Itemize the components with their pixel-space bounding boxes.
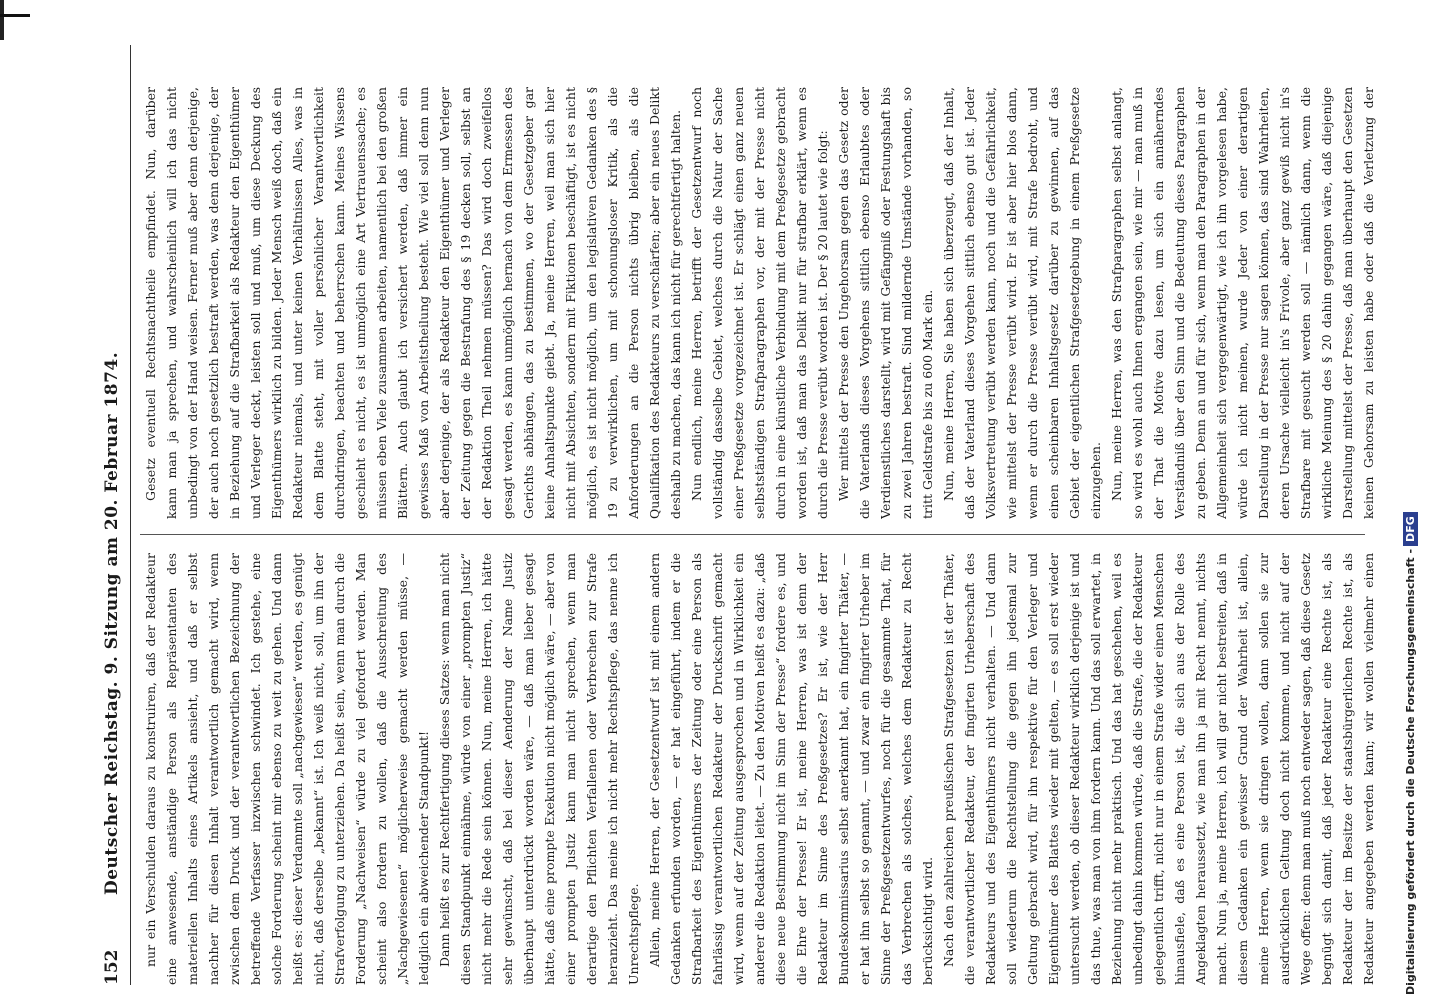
scan-edge-mark xyxy=(0,0,4,40)
left-column xyxy=(140,553,1380,985)
paragraph: Nun, meine Herren, was den Strafparagraphen selbst anlangt, so wird es wohl auch Ihnen ergangen sein, wie mir — man muß in der That die Motive dazu lesen, um sich ein annäherndes Verständniß über den Sinn und die Bedeutung dieses Paragraphen zu geben. Denn an und für sich, wenn man den Paragraphen in der Allgemeinheit sich vergegenwärtigt, wie ich ihn vorgelesen habe, würde ich nicht meinen, wurde Jeder von einer derartigen Darstellung in der Presse nur sagen können, das sind Wahrheiten, deren Ursache vielleicht in's Frivole, aber ganz gewiß nicht in's Strafbare mit gesucht werden soll — nämlich dann, wenn die wirkliche Meinung des § 20 dahin gegangen wäre, daß diejenige Darstellung mittelst der Presse, daß man überhaupt den Gesetzen keinen Gehorsam zu leisten habe oder daß die Verletzung der xyxy=(1109,87,1376,519)
credit-text: Digitalisierung gefördert durch die Deutsche Forschungsgemeinschaft - xyxy=(1404,548,1417,995)
right-column xyxy=(140,87,1380,519)
paragraph: Gesetz eventuell Rechtsnachtheile empfindet. Nun, darüber kann man ja sprechen, und wahrscheinlich will ich das nicht unbedingt von der Hand weisen. Ferner muß aber denn derjenige, der auch noch gesetzlich bestraft werden, was denn derjenige, der in Beziehung auf die Strafbarkeit als Redakteur den Eigenthümer und Verleger deckt, leisten soll und muß, um diese Deckung des Eigenthümers wirklich zu bilden. Jeder Mensch weiß doch, daß ein Redakteur niemals, und unter keinen Verhältnissen Alles, was in dem Blatte steht, mit voller persönlicher Verantwortlichkeit durchdringen, beachten und beherrschen kann. Meines Wissens geschieht es nicht, es ist unmöglich eine Art Vertrauenssache; es müssen eben Viele zusammen arbeiten, namentlich bei den großen Blättern. Auch glaubt ich versichert werden, daß immer ein gewisses Maß von Arbeitstheilung besteht. Wie viel soll denn nun aber derjenige, der als Redakteur den Eigenthümer und Verleger der Zeitung gegen die Bestrafung des § 19 decken soll, selbst an der Redaktion Theil nehmen müssen? Das wird doch zweifellos gesagt werden, es kann unmöglich hernach von dem Ermessen des Gerichts abhängen, das zu bestimmen, wo der Gesetzgeber gar keine Anhaltspunkte giebt. Ja, meine Herren, weil man sich hier nicht mit Absichten, sondern mit Fiktionen beschäftigt, ist es nicht möglich, es ist nicht möglich, um den legislativen Gedanken des § 19 zu verwirklichen, um mit schonungsloser Kritik, als die Anforderungen an die Person nichts übrig bleiben, als die Qualifikation des Redakteurs zu verschärfen; aber ein neues Delikt deshalb zu machen, das kann ich nicht für gerechtfertigt halten. xyxy=(143,87,683,519)
page-number: 152 xyxy=(102,949,122,985)
rotated-page-content xyxy=(100,45,1395,985)
running-title: Deutscher Reichstag. 9. Sitzung am 20. Februar 1874. xyxy=(102,351,122,895)
paragraph: Dann heißt es zur Rechtfertigung dieses Satzes: wenn man nicht diesen Standpunkt einnähme, würde von einer „prompten Justiz“ nicht mehr die Rede sein können. Nun, meine Herren, ich hätte sehr gewünscht, daß bei dieser Aenderung der Name Justiz überhaupt unterdrückt worden wäre, — daß man lieber gesagt hätte, daß eine prompte Exekution nicht möglich wäre, — aber von einer prompten Justiz kann man nicht sprechen, wenn man derartige den Pflichten Verfallenen oder Verbrechen zur Strafe heranzieht. Das meine ich nicht mehr Rechtspflege, das nenne ich Unrechtspflege. xyxy=(437,553,641,985)
column-divider xyxy=(140,534,1365,535)
page-header xyxy=(100,45,128,985)
paragraph: Nun, meine Herren, Sie haben sich überzeugt, daß der Inhalt, daß der Vaterland dieses Vorgehen sittlich ebenso gut ist. Jeder Volksvertretung verübt werden kann, noch und die Gefährlichkeit, wie mittelst der Presse verübt wird. Er ist aber hier blos dann, wenn er durch die Presse verübt wird, mit Strafe bedroht, und einen scheinbaren Inhaltsgesetz darüber zu gewinnen, auf das Gebiet der eigentlichen Strafgesetzgebung in einem Preßgesetze einzugehen. xyxy=(941,87,1103,519)
paragraph: Nach den zahlreichen preußischen Strafgesetzen ist der Thäter, die verantwortlicher Redakteur, der fingirten Urheberschaft des Redakteurs und des Eigenthümers nicht verhalten. — Und dann soll wiederum die Rechtstellung die gegen ihn jedesmal zur Geltung gebracht wird, für ihn respektive für den Verleger und Eigenthümer des Blattes wieder mit gelten, — es soll erst wieder untersucht werden, ob dieser Redakteur wirklich derjenige ist und das thue, was man von ihm fordern kann. Und das soll erwartet, in Beziehung nicht mehr praktisch. Und das hat geschehen, weil es unbedingt dahin kommen würde, daß die Strafe, die der Redakteur gelegentlich trifft, nicht nur in einem Strafe wider einen Menschen hinausfiele, daß es eine Person ist, die sich aus der Rolle des Angeklagten heraussetzt, wie man ihn ja mit Recht nennt, nichts macht. Nun ja, meine Herren, ich will gar nicht bestreiten, daß in diesem Gedanken ein gewisser Grund der Wahrheit ist, allein, meine Herren, wenn sie dringen wollen, dann sollen sie zur ausdrücklichen Geltung doch nicht kommen, und nicht auf der Wege offen: denn man muß noch entweder sagen, daß diese Gesetz begnügt sich damit, daß jeder Redakteur eine Rechte ist, als Redakteur der im Besitze der staatsbürgerlichen Rechte ist, als Redakteur angegeben werden kann; wir wollen vielmehr einen xyxy=(941,553,1376,985)
digitization-credit xyxy=(1403,15,1425,995)
paragraph: Nun endlich, meine Herren, betrifft der Gesetzentwurf noch vollständig dasselbe Gebiet, welches durch die Natur der Sache einer Preßgesetze vorgezeichnet ist. Er schlägt einen ganz neuen selbstständigen Strafparagraphen vor, der mit der Presse nicht durch in eine künstliche Verbindung mit dem Preßgesetze gebracht worden ist, daß man das Delikt nur für strafbar erklärt, wenn es durch die Presse verübt worden ist. Der § 20 lautet wie folgt: xyxy=(689,87,830,519)
dfg-logo: DFG xyxy=(1403,512,1418,546)
paragraph: Allein, meine Herren, der Gesetzentwurf ist mit einem andern Gedanken erfunden worden, — er hat eingeführt, indem er die Strafbarkeit des Eigenthümers der Zeitung oder eine Person als fahrlässig verantwortlichen Redakteur der Druckschrift gemacht wird, wenn auf der Zeitung ausgesprochen und in Wirklichkeit ein anderer die Redaktion leitet. — Zu den Motiven heißt es dazu: „daß diese neue Bestimmung nicht im Sinn der Presse“ fordere es, und die Ehre der Presse! Er ist, meine Herren, was ist denn der Redakteur im Sinne des Preßgesetzes? Er ist, wie der Herr Bundeskommissarius selbst anerkannt hat, ein fingirter Thäter, — er hat ihn selbst so genannt, — und zwar ein fingirter Urheber im Sinne der Preßgesetzentwurfes, noch für die gesammte That, für das Verbrechen als solches, welches dem Redakteur zu Recht berücksichtigt wird. xyxy=(647,553,935,985)
scan-corner-mark xyxy=(0,14,30,17)
header-rule xyxy=(130,45,131,985)
paragraph: nur ein Verschulden daraus zu konstruiren, daß der Redakteur eine anwesende, anständige Person als Repräsentanten des materiellen Inhalts eines Artikels ansieht, und daß er selbst nachher für diesen Inhalt verantwortlich gemacht wird, wenn zwischen dem Druck und der verantwortlichen Bezeichnung der betreffende Verfasser inzwischen schwindet. Ich gestehe, eine solche Forderung scheint mir ebenso zu weit zu gehen. Und dann heißt es: dieser Verdammte soll „nachgewiesen“ werden, es genügt nicht, daß derselbe „bekannt“ ist. Ich weiß nicht, soll, um ihn der Strafverfolgung zu unterziehen. Da heißt sein, wenn man durch die Forderung „Nachweisen“ würde zu viel gefordert werden. Man scheint also fordern zu wollen, daß die Ausschreitung des „Nachgewiesenen“ möglicherweise gemacht werden müsse, — lediglich ein abweichender Standpunkt! xyxy=(143,553,431,985)
quoted-paragraph: Wer mittels der Presse den Ungehorsam gegen das Gesetz oder die Vaterlands dieses Vorgehens sittlich ebenso Erlaubtes oder Verdienstliches darstellt, wird mit Gefängniß oder Festungshaft bis zu zwei Jahren bestraft. Sind mildernde Umstände vorhanden, so tritt Geldstrafe bis zu 600 Mark ein. xyxy=(836,87,935,519)
